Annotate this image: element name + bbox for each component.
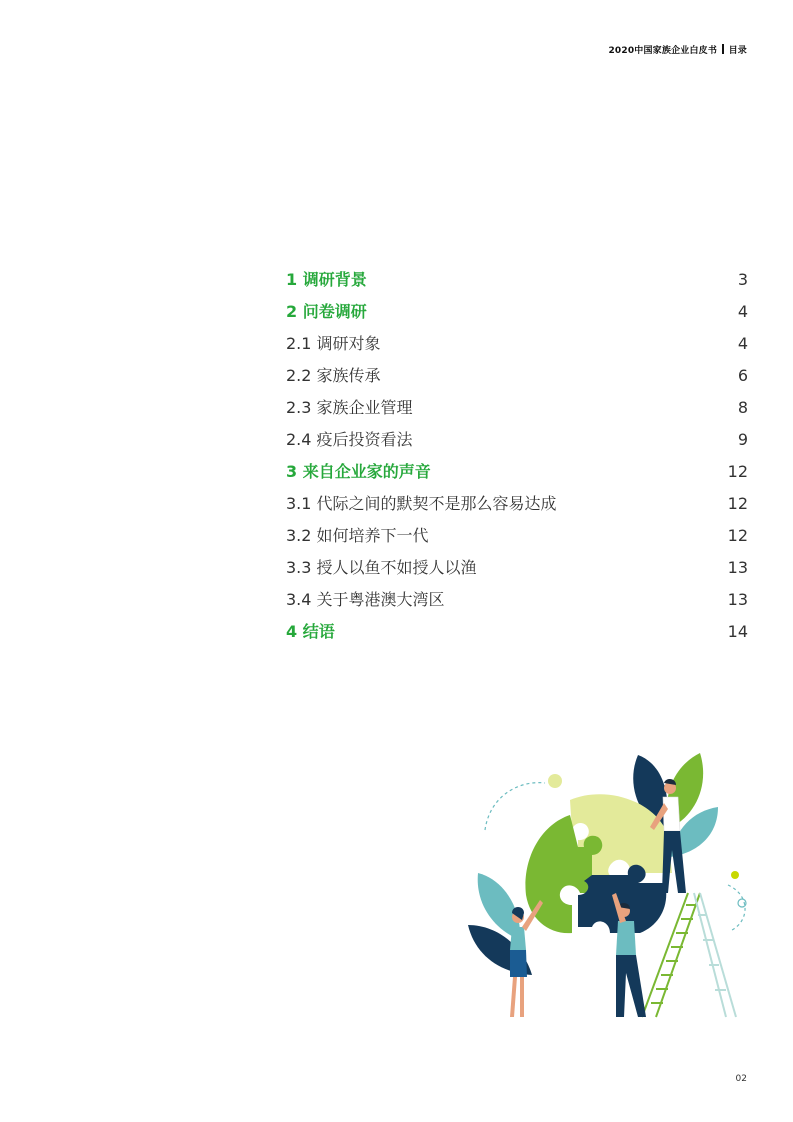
toc-entry-3[interactable] [286, 456, 748, 488]
toc-entry-title: 3.1 代际之间的默契不是那么容易达成 [286, 494, 557, 513]
toc-entry-3-4[interactable] [286, 584, 748, 616]
toc-entry-page: 4 [737, 334, 748, 353]
page-header [608, 43, 747, 56]
toc-entry-title: 3 来自企业家的声音 [286, 462, 431, 481]
dot-lime-top [548, 774, 562, 788]
header-divider [722, 44, 724, 54]
dashed-curve-left [485, 783, 545, 830]
toc-entry-page: 12 [727, 462, 748, 481]
toc-entry-page: 6 [737, 366, 748, 385]
toc-entry-2[interactable] [286, 296, 748, 328]
dot-lime-right [731, 871, 739, 879]
toc-entry-title: 3.3 授人以鱼不如授人以渔 [286, 558, 477, 577]
toc-entry-page: 9 [737, 430, 748, 449]
toc-entry-title: 3.2 如何培养下一代 [286, 526, 429, 545]
toc-entry-page: 14 [727, 622, 748, 641]
toc-entry-2-3[interactable] [286, 392, 748, 424]
toc-entry-title: 2.4 疫后投资看法 [286, 430, 413, 449]
document-title: 2020中国家族企业白皮书 [608, 46, 718, 56]
toc-entry-title: 2.2 家族传承 [286, 366, 381, 385]
header-section: 目录 [728, 46, 747, 56]
toc-entry-title: 2.3 家族企业管理 [286, 398, 413, 417]
ladder-back [694, 893, 736, 1017]
toc-entry-4[interactable] [286, 616, 748, 648]
toc-entry-2-4[interactable] [286, 424, 748, 456]
puzzle-teamwork-illustration [460, 745, 760, 1030]
toc-entry-title: 2 问卷调研 [286, 302, 367, 321]
toc-entry-2-2[interactable] [286, 360, 748, 392]
toc-entry-title: 1 调研背景 [286, 270, 367, 289]
toc-entry-2-1[interactable] [286, 328, 748, 360]
toc-entry-page: 13 [727, 558, 748, 577]
toc-entry-title: 3.4 关于粤港澳大湾区 [286, 590, 445, 609]
toc-entry-page: 12 [727, 526, 748, 545]
toc-entry-page: 12 [727, 494, 748, 513]
toc-entry-title: 4 结语 [286, 622, 335, 641]
table-of-contents [286, 264, 748, 648]
toc-entry-3-1[interactable] [286, 488, 748, 520]
toc-entry-page: 3 [737, 270, 748, 289]
page-number: 02 [735, 1074, 747, 1084]
toc-entry-1[interactable] [286, 264, 748, 296]
toc-entry-title: 2.1 调研对象 [286, 334, 381, 353]
toc-entry-page: 4 [737, 302, 748, 321]
toc-entry-page: 13 [727, 590, 748, 609]
toc-entry-3-2[interactable] [286, 520, 748, 552]
toc-entry-3-3[interactable] [286, 552, 748, 584]
toc-entry-page: 8 [737, 398, 748, 417]
